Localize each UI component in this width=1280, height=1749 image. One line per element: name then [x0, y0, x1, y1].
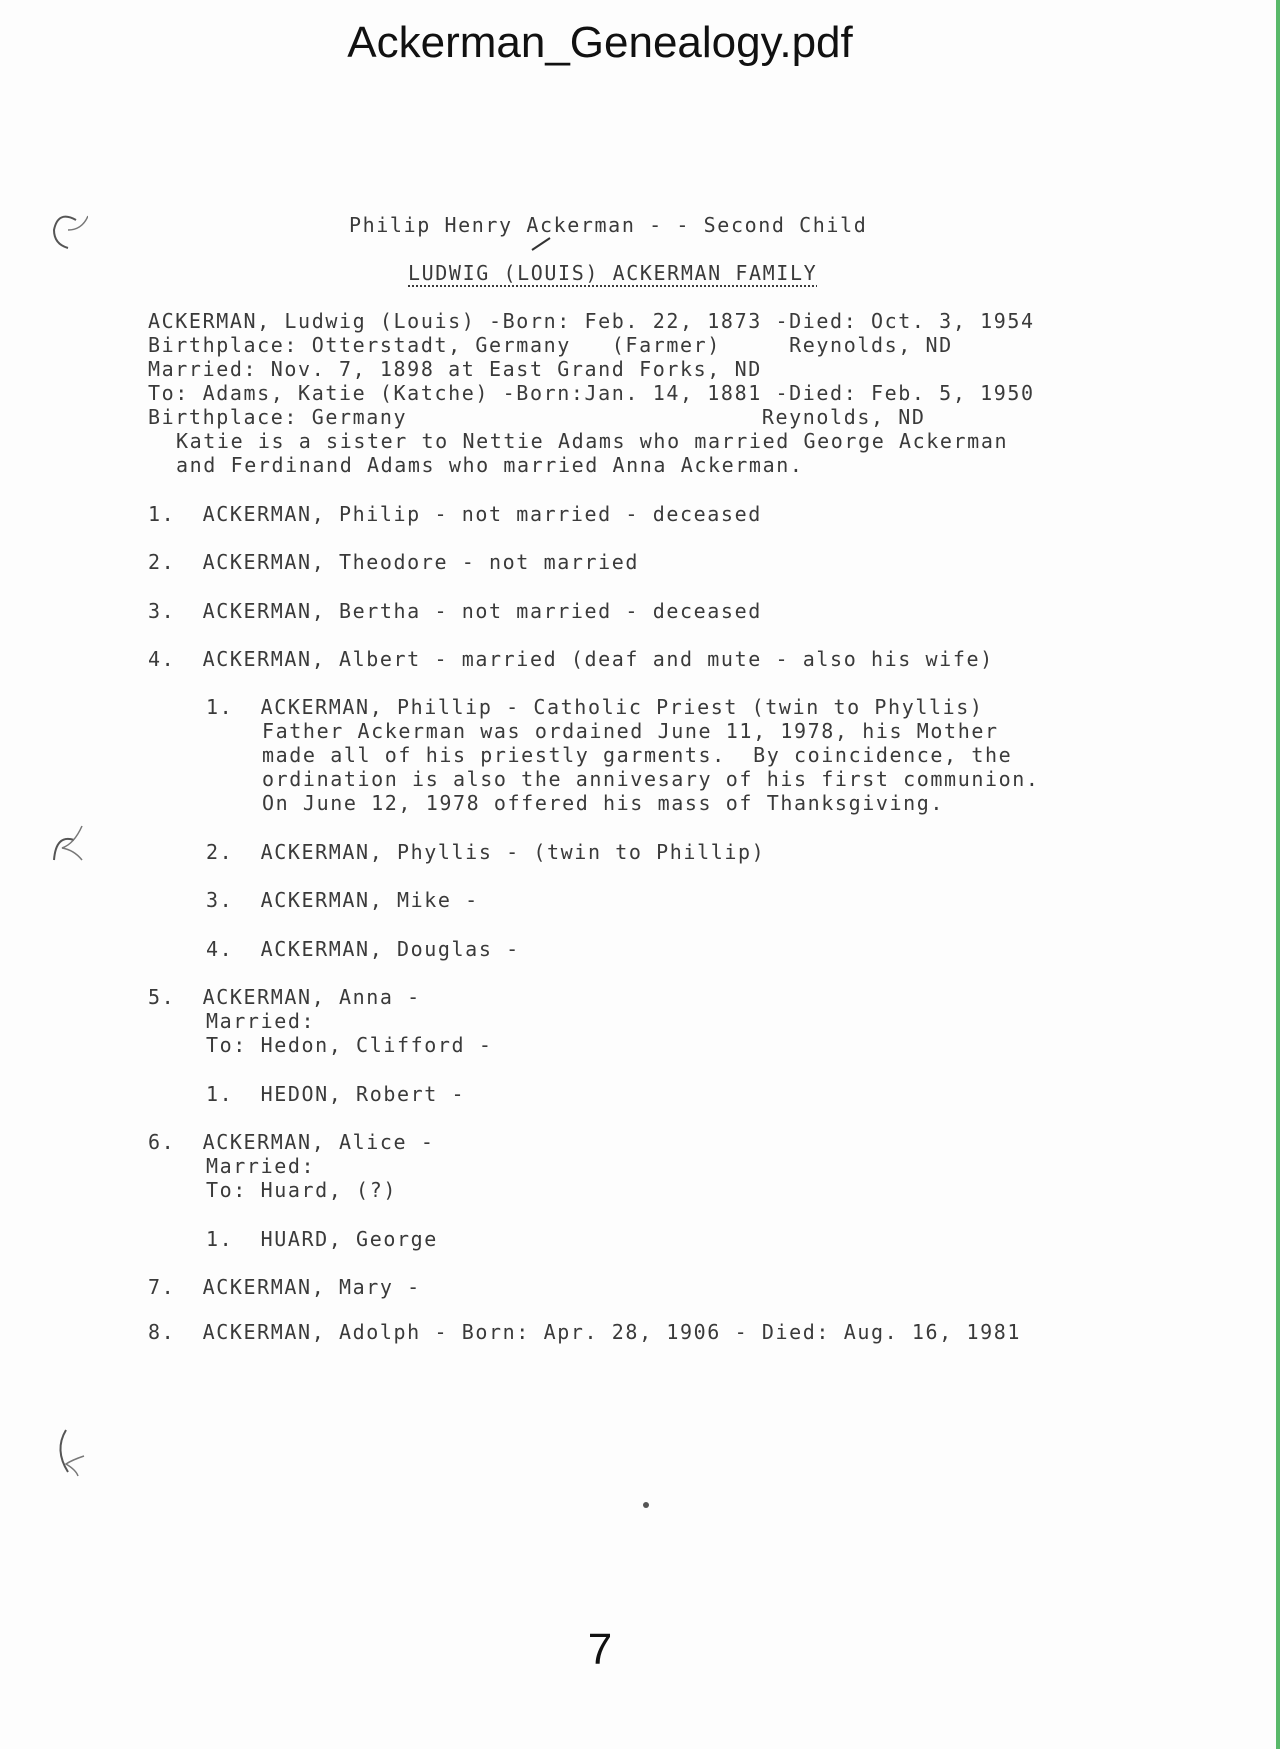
sub-list-item: 1. HEDON, Robert -	[206, 1082, 466, 1106]
header-line: Philip Henry Ackerman - - Second Child	[349, 213, 868, 237]
sub-list-note: Father Ackerman was ordained June 11, 1978, his Mother	[262, 719, 999, 743]
intro-line: Birthplace: Germany Reynolds, ND	[148, 405, 926, 429]
sub-list-note: On June 12, 1978 offered his mass of Thanksgiving.	[262, 791, 945, 815]
intro-line: Birthplace: Otterstadt, Germany (Farmer) Reynolds, ND	[148, 333, 953, 357]
family-heading: LUDWIG (LOUIS) ACKERMAN FAMILY	[408, 261, 818, 285]
page-number: 7	[587, 1625, 613, 1674]
page-edge	[1276, 0, 1280, 1749]
sub-list-item: 1. ACKERMAN, Phillip - Catholic Priest (twin to Phyllis)	[206, 695, 984, 719]
list-item: 2. ACKERMAN, Theodore - not married	[148, 550, 640, 574]
list-item: 1. ACKERMAN, Philip - not married - deceased	[148, 502, 762, 526]
list-item-detail: To: Hedon, Clifford -	[206, 1033, 493, 1057]
list-item-detail: Married:	[206, 1154, 316, 1178]
list-item-detail: Married:	[206, 1009, 316, 1033]
intro-line: Married: Nov. 7, 1898 at East Grand Forks, ND	[148, 357, 762, 381]
list-item: 7. ACKERMAN, Mary -	[148, 1275, 421, 1299]
sub-list-item: 2. ACKERMAN, Phyllis - (twin to Phillip)	[206, 840, 766, 864]
sub-list-note: ordination is also the annivesary of his first communion.	[262, 767, 1040, 791]
file-title: Ackerman_Genealogy.pdf	[347, 18, 853, 67]
intro-line: ACKERMAN, Ludwig (Louis) -Born: Feb. 22, 1873 -Died: Oct. 3, 1954	[148, 309, 1035, 333]
intro-line: To: Adams, Katie (Katche) -Born:Jan. 14, 1881 -Died: Feb. 5, 1950	[148, 381, 1035, 405]
list-item: 8. ACKERMAN, Adolph - Born: Apr. 28, 1906 - Died: Aug. 16, 1981	[148, 1320, 1022, 1344]
sub-list-item: 1. HUARD, George	[206, 1227, 438, 1251]
speck-icon	[640, 1500, 654, 1510]
list-item: 6. ACKERMAN, Alice -	[148, 1130, 435, 1154]
sub-list-item: 4. ACKERMAN, Douglas -	[206, 937, 520, 961]
punch-mark-icon	[36, 1420, 96, 1480]
list-item: 5. ACKERMAN, Anna -	[148, 985, 421, 1009]
sub-list-item: 3. ACKERMAN, Mike -	[206, 888, 479, 912]
list-item-detail: To: Huard, (?)	[206, 1178, 397, 1202]
intro-line: Katie is a sister to Nettie Adams who married George Ackerman	[176, 429, 1009, 453]
pen-stroke-icon	[530, 234, 554, 254]
punch-mark-icon	[26, 820, 86, 880]
sub-list-note: made all of his priestly garments. By coincidence, the	[262, 743, 1013, 767]
list-item: 4. ACKERMAN, Albert - married (deaf and mute - also his wife)	[148, 647, 994, 671]
punch-mark-icon	[28, 200, 88, 260]
intro-line: and Ferdinand Adams who married Anna Ackerman.	[176, 453, 804, 477]
list-item: 3. ACKERMAN, Bertha - not married - deceased	[148, 599, 762, 623]
